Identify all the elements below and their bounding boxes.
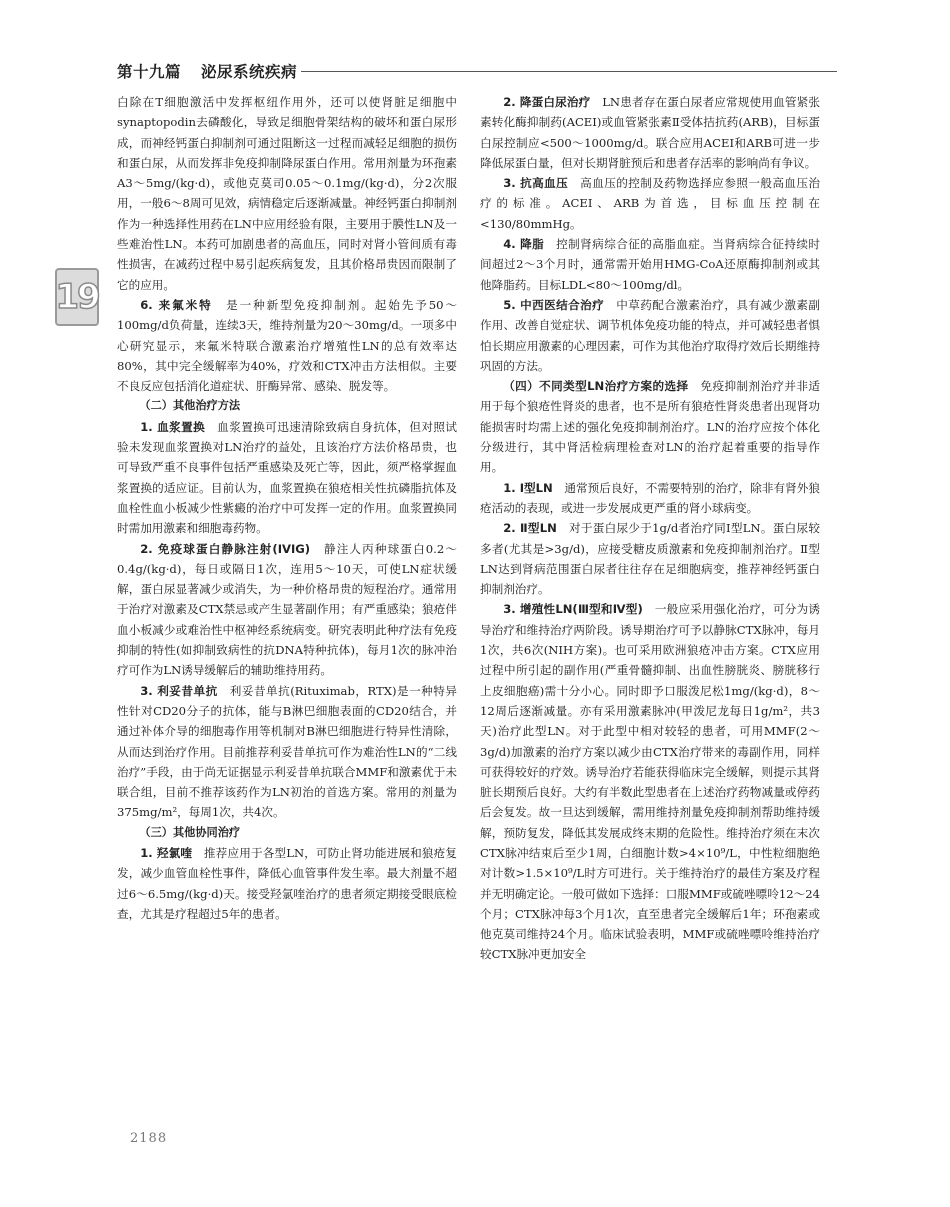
paragraph bbox=[480, 376, 820, 477]
paragraph-lead: 3. 增殖性LN(Ⅲ型和Ⅳ型) bbox=[503, 602, 643, 617]
section-heading: （三）其他协同治疗 bbox=[139, 825, 241, 839]
paragraph-lead: 2. 降蛋白尿治疗 bbox=[503, 95, 591, 109]
paragraph bbox=[480, 173, 820, 234]
paragraph-text: 是一种新型免疫抑制剂。起始先予50～100mg/d负荷量，连续3天，维持剂量为20～30mg/d。一项多中心研究显示，来氟米特联合激素治疗增殖性LN的总有效率达80%，其中完全缓解率为40%，疗效和CTX冲击方法相似。主要不良反应包括消化道症状、肝酶异常、感染、脱发等。 bbox=[117, 297, 457, 394]
right-column bbox=[480, 92, 820, 965]
paragraph-lead: （四）不同类型LN治疗方案的选择 bbox=[503, 379, 689, 394]
paragraph bbox=[117, 539, 457, 681]
paragraph bbox=[480, 295, 820, 376]
paragraph-text: 对于蛋白尿少于1g/d者治疗同Ⅰ型LN。蛋白尿较多者(尤其是>3g/d)，应接受糖皮质激素和免疫抑制剂治疗。Ⅱ型LN达到肾病范围蛋白尿者往往存在足细胞病变，推荐神经钙蛋白抑制剂治疗。 bbox=[480, 521, 820, 597]
paragraph-lead: 3. 利妥昔单抗 bbox=[140, 683, 218, 698]
paragraph bbox=[117, 295, 457, 396]
paragraph bbox=[480, 599, 820, 964]
page-number: 2188 bbox=[130, 1131, 168, 1146]
paragraph-lead: 1. 羟氯喹 bbox=[140, 845, 193, 860]
paragraph bbox=[480, 234, 820, 295]
paragraph-lead: 5. 中西医结合治疗 bbox=[503, 297, 605, 312]
left-column bbox=[117, 92, 457, 924]
section-heading: （二）其他治疗方法 bbox=[139, 399, 241, 413]
paragraph-text: 控制肾病综合征的高脂血症。当肾病综合征持续时间超过2～3个月时，通常需开始用HMG-CoA还原酶抑制剂或其他降脂药。目标LDL<80～100mg/dl。 bbox=[480, 237, 820, 292]
paragraph-text: 一般应采用强化治疗，可分为诱导治疗和维持治疗两阶段。诱导期治疗可予以静脉CTX脉冲，每月1次，共6次(NIH方案)。也可采用欧洲狼疮冲击方案。CTX应用过程中所引起的副作用(严重骨髓抑制、出血性膀胱炎、膀胱移行上皮细胞癌)需十分小心。同时即予口服泼尼松1mg/(kg·d)，8～12周后逐渐减量。亦有采用激素脉冲(甲泼尼龙每日1g/m²，共3天)治疗此型LN。对于此型中相对较轻的患者，可用MMF(2～3g/d)加激素的治疗方案以减少由CTX治疗带来的毒副作用，同样可获得较好的疗效。诱导治疗若能获得临床完全缓解，则提示其肾脏长期预后良好。大约有半数此型患者在上述治疗药物减量或停药后会复发。故一旦达到缓解，需用维持剂量免疫抑制剂帮助维持缓解，预防复发，降低其发展成终末期的危险性。维持治疗须在末次CTX脉冲结束后至少1周，白细胞计数>4×10⁹/L，中性粒细胞绝对计数>1.5×10⁹/L时方可进行。关于维持治疗的最佳方案及疗程并无明确定论。一般可做如下选择：口服MMF或硫唑嘌呤12～24个月；CTX脉冲每3个月1次，直至患者完全缓解后1年；环孢素或他克莫司维持24个月。临床试验表明，MMF或硫唑嘌呤维持治疗较CTX脉冲更加安全 bbox=[480, 602, 820, 962]
paragraph-text: 血浆置换可迅速清除致病自身抗体，但对照试验未发现血浆置换对LN治疗的益处，且该治疗方法价格昂贵，也可导致严重不良事件包括严重感染及死亡等，因此，须严格掌握血浆置换的适应证。目前认为，血浆置换在狼疮相关性抗磷脂抗体及血栓性血小板减少性紫癜的治疗中可发挥一定的作用。血浆置换同时需加用激素和细胞毒药物。 bbox=[117, 419, 457, 536]
paragraph-lead: 1. 血浆置换 bbox=[140, 419, 206, 434]
paragraph bbox=[480, 478, 820, 519]
paragraph-lead: 3. 抗高血压 bbox=[503, 176, 569, 191]
paragraph-text: 通常预后良好，不需要特别的治疗，除非有肾外狼疮活动的表现，或进一步发展成更严重的肾小球病变。 bbox=[480, 480, 820, 515]
paragraph-lead: 2. 免疫球蛋白静脉注射(IVIG) bbox=[140, 541, 311, 556]
paragraph-lead: 4. 降脂 bbox=[503, 237, 545, 252]
chapter-tab-number: 19 bbox=[55, 277, 99, 317]
paragraph bbox=[480, 518, 820, 599]
chapter-title: 泌尿系统疾病 bbox=[201, 63, 298, 81]
paragraph-lead: 1. Ⅰ型LN bbox=[503, 480, 553, 495]
paragraph: 白除在T细胞激活中发挥枢纽作用外，还可以使肾脏足细胞中synaptopodin去磷酸化，导致足细胞骨架结构的破坏和蛋白尿形成，而神经钙蛋白抑制剂可通过阻断这一过程而减轻足细胞的损伤和蛋白尿，从而发挥非免疫抑制降尿蛋白作用。常用剂量为环孢素A3～5mg/(kg·d)，或他克莫司0.05～0.1mg/(kg·d)，分2次服用，一般6～8周可见效，病情稳定后逐渐减量。神经钙蛋白抑制剂作为一种选择性用药在LN中应用经验有限，主要用于膜性LN及一些难治性LN。本药可加剧患者的高血压，同时对肾小管间质有毒性损害，在减药过程中易引起疾病复发，且其价格昂贵因而限制了它的应用。 bbox=[117, 95, 457, 292]
paragraph bbox=[117, 681, 457, 823]
paragraph bbox=[480, 92, 820, 173]
part-title: 第十九篇 bbox=[117, 63, 182, 81]
paragraph-lead: 6. 来氟米特 bbox=[140, 297, 213, 312]
paragraph-text: LN患者存在蛋白尿者应常规使用血管紧张素转化酶抑制药(ACEI)或血管紧张素Ⅱ受体拮抗药(ARB)，目标蛋白尿控制应<500～1000mg/d。联合应用ACEI和ARB可进一步降低尿蛋白量，但对长期肾脏预后和患者存活率的影响尚有争议。 bbox=[480, 95, 820, 170]
header-rule bbox=[301, 71, 837, 72]
paragraph-text: 利妥昔单抗(Rituximab，RTX)是一种特异性针对CD20分子的抗体，能与B淋巴细胞表面的CD20结合，并通过补体介导的细胞毒作用等机制对B淋巴细胞进行特异性清除，从而达到治疗作用。目前推荐利妥昔单抗可作为难治性LN的“二线治疗”手段，由于尚无证据显示利妥昔单抗联合MMF和激素优于未联合组，目前不推荐该药作为LN初治的首选方案。常用的剂量为375mg/m²，每周1次，共4次。 bbox=[117, 683, 457, 820]
running-header bbox=[117, 60, 837, 84]
paragraph-text: 中草药配合激素治疗，具有减少激素副作用、改善自觉症状、调节机体免疫功能的特点，并可减轻患者惧怕长期应用激素的心理因素，可作为其他治疗取得疗效后长期维持巩固的方法。 bbox=[480, 297, 820, 373]
chapter-tab bbox=[55, 268, 99, 326]
paragraph bbox=[117, 417, 457, 539]
paragraph-text: 高血压的控制及药物选择应参照一般高血压治疗的标准。ACEI、ARB为首选，目标血压控制在<130/80mmHg。 bbox=[480, 176, 820, 231]
paragraph-text: 静注人丙种球蛋白0.2～0.4g/(kg·d)，每日或隔日1次，连用5～10天，可使LN症状缓解，蛋白尿显著减少或消失，为一种价格昂贵的短程治疗。通常用于治疗对激素及CTX禁忌或产生显著副作用；有严重感染；狼疮伴血小板减少或难治性中枢神经系统病变。研究表明此种疗法有免疫抑制的特性(如抑制致病性的抗DNA特种抗体)，每月1次的脉冲治疗可作为LN诱导缓解后的辅助维持用药。 bbox=[117, 541, 457, 678]
paragraph-text: 推荐应用于各型LN，可防止肾功能进展和狼疮复发，减少血管血栓性事件，降低心血管事件发生率。最大剂量不超过6～6.5mg/(kg·d)天。接受羟氯喹治疗的患者须定期接受眼底检查，尤其是疗程超过5年的患者。 bbox=[117, 845, 457, 921]
paragraph bbox=[117, 843, 457, 924]
paragraph-text: 免疫抑制剂治疗并非适用于每个狼疮性肾炎的患者，也不是所有狼疮性肾炎患者出现肾功能损害时均需上述的强化免疫抑制剂治疗。LN的治疗应按个体化分级进行，其中肾活检病理检查对LN的治疗起着重要的指导作用。 bbox=[480, 379, 820, 475]
paragraph-lead: 2. Ⅱ型LN bbox=[503, 521, 557, 536]
